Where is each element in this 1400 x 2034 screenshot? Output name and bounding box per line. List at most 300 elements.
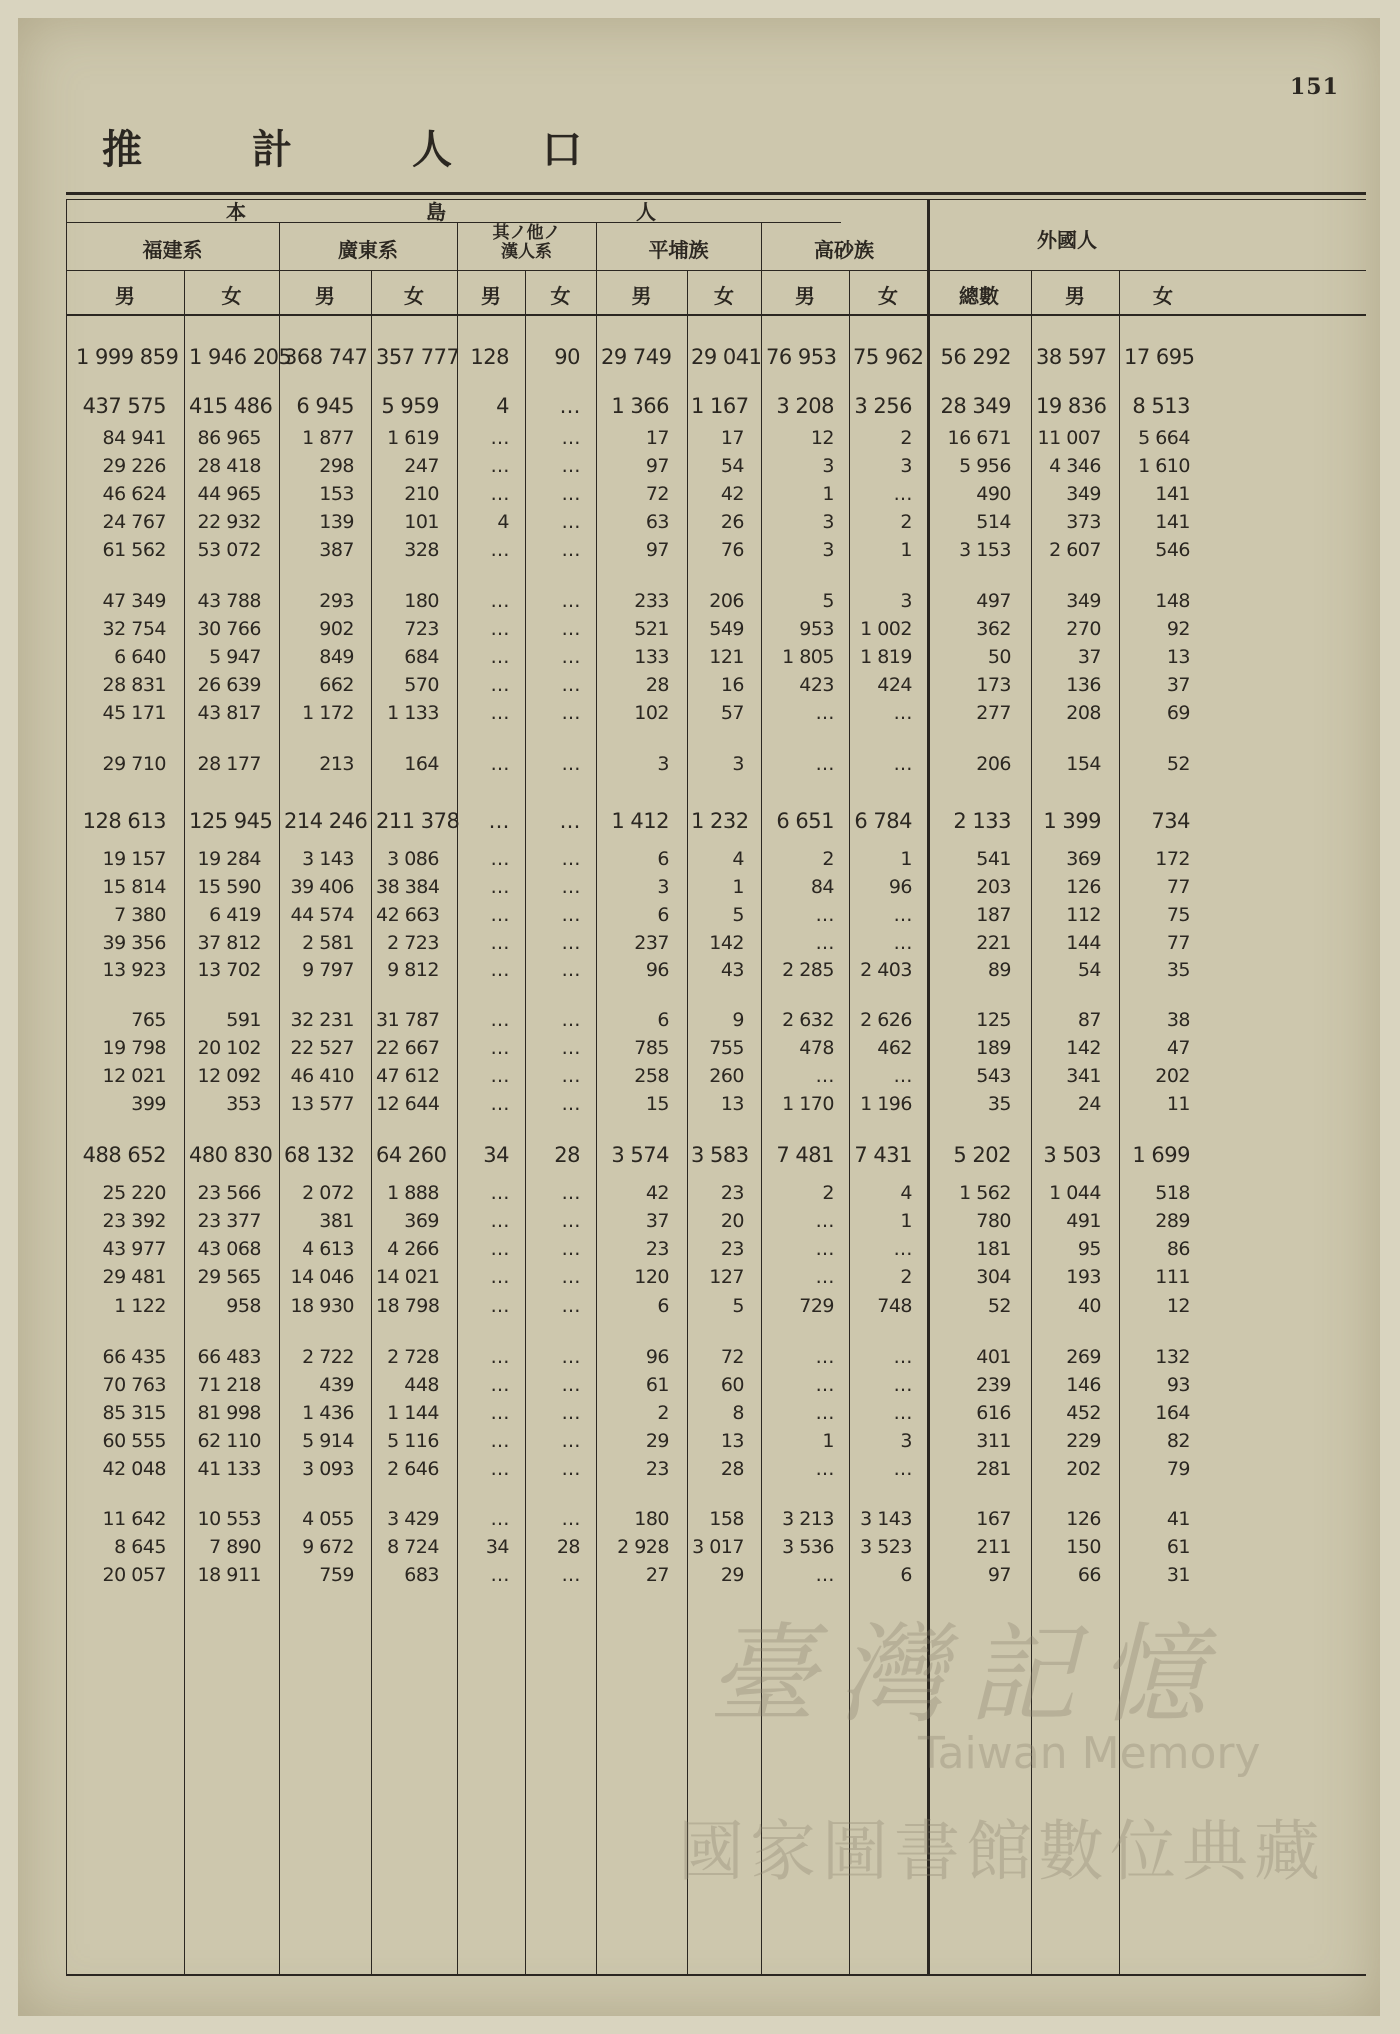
table-cell: 72 [720,1346,744,1368]
table-cell: 3 [657,753,669,775]
table-row [66,1206,1366,1236]
table-cell: 13 [720,1430,744,1452]
table-cell: 37 [1166,674,1190,696]
table-row [66,844,1366,874]
table-cell: 5 956 [959,455,1011,477]
subheader-female: 女 [1153,284,1173,308]
table-cell: 19 284 [197,848,261,870]
table-cell: 543 [976,1065,1011,1087]
table-row [66,614,1366,644]
table-cell: 28 [720,1458,744,1480]
table-cell: … [561,1210,580,1232]
table-cell: 15 [645,1093,669,1115]
table-cell: 1 [732,876,744,898]
table-cell: 153 [319,483,354,505]
table-cell: 82 [1166,1430,1190,1452]
table-cell: 60 [720,1374,744,1396]
table-cell: … [815,1210,834,1232]
table-cell: 759 [319,1564,354,1586]
table-cell: 180 [404,590,439,612]
table-cell: 270 [1066,618,1101,640]
table-cell: 3 [732,753,744,775]
subheader-female: 女 [221,284,242,308]
table-cell: 6 [900,1564,912,1586]
table-cell: 66 435 [102,1346,166,1368]
table-cell: 42 [720,483,744,505]
table-cell: 38 [1166,1009,1190,1031]
table-cell: 31 787 [376,1009,440,1031]
header-honto-char: 本 [226,200,246,224]
table-cell: 2 646 [387,1458,439,1480]
table-cell: … [490,590,509,612]
table-cell: 72 [645,483,669,505]
table-cell: 28 [554,1143,580,1167]
table-cell: 203 [976,876,1011,898]
table-cell: 3 213 [782,1508,834,1530]
table-cell: 488 652 [82,1143,166,1167]
header-honto-char: 人 [636,200,656,224]
table-cell: 1 436 [302,1402,354,1424]
table-cell: … [561,1238,580,1260]
table-cell: 293 [319,590,354,612]
table-cell: 46 624 [102,483,166,505]
table-cell: 16 [720,674,744,696]
table-cell: 84 941 [102,427,166,449]
table-row [66,642,1366,672]
table-cell: 3 208 [776,394,834,418]
table-cell: 2 723 [387,932,439,954]
table-cell: 780 [976,1210,1011,1232]
table-row [66,900,1366,930]
table-row [66,1033,1366,1063]
table-cell: 2 722 [302,1346,354,1368]
table-cell: 29 481 [102,1266,166,1288]
subheader-female: 女 [714,284,734,308]
table-cell: 8 645 [114,1536,166,1558]
subheader-female: 女 [404,284,424,308]
table-cell: 12 021 [102,1065,166,1087]
table-cell: 13 [720,1093,744,1115]
table-cell: 26 639 [197,674,261,696]
table-cell: 50 [987,646,1011,668]
table-cell: 29 565 [197,1266,261,1288]
table-row [66,806,1366,836]
table-cell: 1 877 [302,427,354,449]
table-cell: 6 945 [296,394,354,418]
table-cell: … [490,1238,509,1260]
table-cell: 66 [1077,1564,1101,1586]
table-cell: 1 170 [782,1093,834,1115]
table-cell: 328 [404,539,439,561]
table-row [66,1370,1366,1400]
table-cell: 18 930 [290,1295,354,1317]
table-cell: 2 928 [617,1536,669,1558]
table-cell: 5 [732,1295,744,1317]
table-cell: … [561,483,580,505]
table-cell: 13 577 [290,1093,354,1115]
table-cell: 497 [976,590,1011,612]
watermark-institution: 國家圖書館數位典藏 [678,1813,1326,1890]
table-cell: … [561,876,580,898]
table-cell: 57 [720,702,744,724]
table-cell: 85 315 [102,1402,166,1424]
table-cell: 31 [1166,1564,1190,1586]
table-cell: … [490,618,509,640]
table-cell: 6 640 [114,646,166,668]
title-char: 計 [252,126,292,173]
table-cell: 755 [709,1037,744,1059]
table-cell: 4 055 [302,1508,354,1530]
table-cell: 452 [1066,1402,1101,1424]
table-cell: 424 [877,674,912,696]
table-cell: … [490,1009,509,1031]
header-kwangtung: 廣東系 [338,238,398,262]
table-cell: 1 999 859 [76,345,179,369]
table-cell: 38 597 [1036,345,1107,369]
table-cell: … [815,932,834,954]
table-cell: 181 [976,1238,1011,1260]
table-cell: 56 292 [940,345,1011,369]
table-cell: 229 [1066,1430,1101,1452]
table-cell: 369 [1066,848,1101,870]
table-cell: 2 403 [860,959,912,981]
table-cell: 1 144 [387,1402,439,1424]
table-cell: 47 [1166,1037,1190,1059]
table-cell: … [559,809,580,833]
table-cell: 2 285 [782,959,834,981]
table-cell: 437 575 [82,394,166,418]
table-cell: 3 [900,455,912,477]
table-cell: 86 [1166,1238,1190,1260]
table-cell: 22 527 [290,1037,354,1059]
header-honto-char: 島 [426,200,446,224]
table-cell: 29 [720,1564,744,1586]
table-cell: 142 [1066,1037,1101,1059]
table-cell: … [490,876,509,898]
table-row [66,1005,1366,1035]
table-cell: … [561,511,580,533]
table-cell: 22 932 [197,511,261,533]
table-cell: … [893,1346,912,1368]
table-cell: 12 092 [197,1065,261,1087]
table-cell: 349 [1066,483,1101,505]
header-kaosha: 高砂族 [814,238,874,262]
table-cell: 23 [645,1238,669,1260]
table-cell: 12 [810,427,834,449]
table-cell: 79 [1166,1458,1190,1480]
table-cell: 34 [483,1143,509,1167]
table-cell: 5 [822,590,834,612]
table-cell: 1 [822,1430,834,1452]
table-row [66,1291,1366,1321]
table-cell: 89 [987,959,1011,981]
table-cell: 38 384 [376,876,440,898]
header-other-han-line2: 漢人系 [501,242,552,262]
table-cell: 158 [709,1508,744,1530]
table-cell: … [893,1458,912,1480]
table-cell: 684 [404,646,439,668]
table-cell: 1 172 [302,702,354,724]
table-cell: 4 613 [302,1238,354,1260]
table-row [66,1426,1366,1456]
table-cell: 7 890 [209,1536,261,1558]
table-cell: 32 231 [290,1009,354,1031]
table-cell: 63 [645,511,669,533]
table-row [66,535,1366,565]
table-row [66,1178,1366,1208]
table-cell: 4 [496,394,509,418]
table-cell: 357 777 [376,345,460,369]
table-cell: 125 945 [189,809,273,833]
table-row [66,749,1366,779]
table-cell: 260 [709,1065,744,1087]
table-cell: 12 [1166,1295,1190,1317]
table-cell: 125 [976,1009,1011,1031]
table-cell: 491 [1066,1210,1101,1232]
table-cell: … [559,394,580,418]
table-cell: 480 830 [189,1143,273,1167]
table-cell: 237 [634,932,669,954]
table-cell: 211 [976,1536,1011,1558]
table-cell: 14 021 [376,1266,440,1288]
table-cell: 54 [720,455,744,477]
table-cell: 111 [1155,1266,1190,1288]
table-cell: 2 [900,1266,912,1288]
table-cell: 541 [976,848,1011,870]
table-cell: … [815,1564,834,1586]
table-cell: 13 [1166,646,1190,668]
table-cell: 5 202 [953,1143,1011,1167]
table-cell: … [893,753,912,775]
table-cell: 521 [634,618,669,640]
table-cell: 591 [226,1009,261,1031]
population-table [66,192,1366,1992]
table-row [66,1342,1366,1372]
table-cell: 77 [1166,932,1190,954]
table-cell: 193 [1066,1266,1101,1288]
table-cell: … [815,1266,834,1288]
table-cell: … [561,539,580,561]
table-cell: 76 [720,539,744,561]
table-cell: … [490,483,509,505]
table-cell: 1 610 [1138,455,1190,477]
table-cell: 150 [1066,1536,1101,1558]
table-cell: 28 831 [102,674,166,696]
table-cell: 75 962 [853,345,924,369]
table-cell: … [490,539,509,561]
table-cell: 112 [1066,904,1101,926]
table-cell: 2 [900,427,912,449]
table-cell: 1 [822,483,834,505]
table-cell: 15 814 [102,876,166,898]
table-cell: 77 [1166,876,1190,898]
table-cell: … [815,1346,834,1368]
table-cell: 6 [657,1295,669,1317]
table-cell: … [561,932,580,954]
table-cell: 29 226 [102,455,166,477]
table-row [66,955,1366,985]
table-cell: … [561,1508,580,1530]
table-cell: … [561,753,580,775]
table-cell: … [490,1266,509,1288]
table-cell: 43 817 [197,702,261,724]
table-cell: 902 [319,618,354,640]
table-row [66,1089,1366,1119]
table-cell: 76 953 [766,345,837,369]
table-cell: 97 [645,539,669,561]
table-cell: 39 356 [102,932,166,954]
table-cell: 369 [404,1210,439,1232]
table-cell: 5 664 [1138,427,1190,449]
table-cell: … [561,1346,580,1368]
table-cell: 341 [1066,1065,1101,1087]
table-cell: 1 619 [387,427,439,449]
table-cell: 180 [634,1508,669,1530]
table-cell: 202 [1155,1065,1190,1087]
table-cell: 141 [1155,483,1190,505]
table-cell: 28 [556,1536,580,1558]
table-cell: 3 256 [854,394,912,418]
table-cell: … [815,1402,834,1424]
table-cell: 29 710 [102,753,166,775]
table-cell: 52 [987,1295,1011,1317]
table-cell: 683 [404,1564,439,1586]
table-cell: 1 133 [387,702,439,724]
table-cell: … [490,1295,509,1317]
table-cell: 93 [1166,1374,1190,1396]
table-cell: 189 [976,1037,1011,1059]
table-cell: … [893,483,912,505]
table-cell: … [561,646,580,668]
table-cell: 6 [657,848,669,870]
table-cell: 9 [732,1009,744,1031]
subheader-female: 女 [550,284,571,308]
table-cell: 97 [987,1564,1011,1586]
table-cell: 4 [900,1182,912,1204]
table-cell: 148 [1155,590,1190,612]
table-cell: 439 [319,1374,354,1396]
table-cell: 139 [319,511,354,533]
table-cell: 11 007 [1037,427,1101,449]
table-cell: 40 [1077,1295,1101,1317]
table-cell: 3 153 [959,539,1011,561]
subheader-male: 男 [481,284,501,308]
table-cell: 61 562 [102,539,166,561]
table-cell: 5 914 [302,1430,354,1452]
table-cell: 96 [645,959,669,981]
table-cell: 20 [720,1210,744,1232]
table-cell: 28 418 [197,455,261,477]
table-cell: 3 143 [860,1508,912,1530]
table-cell: … [490,959,509,981]
table-cell: 20 102 [197,1037,261,1059]
table-cell: 3 536 [782,1536,834,1558]
subheader-male: 男 [795,284,815,308]
table-cell: 4 [497,511,509,533]
header-bottom-rule [66,314,1366,316]
table-cell: … [490,455,509,477]
table-cell: 35 [987,1093,1011,1115]
table-cell: 32 754 [102,618,166,640]
table-cell: … [490,904,509,926]
table-cell: 16 671 [947,427,1011,449]
table-cell: … [561,1374,580,1396]
table-cell: 221 [976,932,1011,954]
table-cell: 144 [1066,932,1101,954]
table-cell: 2 133 [953,809,1011,833]
table-cell: 8 724 [387,1536,439,1558]
table-cell: 368 747 [284,345,368,369]
table-cell: … [561,1065,580,1087]
table-cell: … [490,1210,509,1232]
table-cell: 84 [810,876,834,898]
header-fukien: 福建系 [142,238,203,262]
table-cell: 2 072 [302,1182,354,1204]
table-cell: 17 [645,427,669,449]
table-cell: 4 [732,848,744,870]
table-cell: 27 [645,1564,669,1586]
table-cell: … [490,1508,509,1530]
table-cell: 66 483 [197,1346,261,1368]
table-cell: 71 218 [197,1374,261,1396]
table-cell: 462 [877,1037,912,1059]
table-cell: 17 695 [1124,345,1195,369]
table-cell: 7 380 [114,904,166,926]
table-cell: 28 349 [940,394,1011,418]
table-cell: 570 [404,674,439,696]
page-number: 151 [1290,74,1339,100]
table-cell: 43 068 [197,1238,261,1260]
table-cell: … [490,1430,509,1452]
table-cell: 729 [799,1295,834,1317]
table-row [66,928,1366,958]
table-cell: 6 651 [776,809,834,833]
table-cell: 126 [1066,1508,1101,1530]
table-cell: 146 [1066,1374,1101,1396]
table-cell: 298 [319,455,354,477]
table-cell: … [561,590,580,612]
subheader-male: 男 [631,284,652,308]
table-row [66,1234,1366,1264]
table-cell: … [561,1430,580,1452]
table-cell: … [815,904,834,926]
table-cell: 39 406 [290,876,354,898]
table-cell: 41 [1166,1508,1190,1530]
table-cell: 1 196 [860,1093,912,1115]
table-cell: 2 728 [387,1346,439,1368]
table-cell: 549 [709,618,744,640]
table-cell: 173 [976,674,1011,696]
table-cell: 13 702 [197,959,261,981]
table-cell: 785 [634,1037,669,1059]
table-cell: … [561,455,580,477]
table-cell: 7 431 [854,1143,912,1167]
table-cell: 3 429 [387,1508,439,1530]
table-row [66,391,1366,421]
table-cell: 734 [1151,809,1190,833]
table-cell: 95 [1077,1238,1101,1260]
table-cell: 167 [976,1508,1011,1530]
table-cell: 8 [732,1402,744,1424]
header-pinpu: 平埔族 [648,238,709,262]
table-cell: 269 [1066,1346,1101,1368]
table-row [66,342,1366,372]
table-cell: 164 [404,753,439,775]
table-cell: 1 002 [860,618,912,640]
table-cell: 2 581 [302,932,354,954]
table-cell: 2 [900,511,912,533]
table-cell: 6 [657,1009,669,1031]
